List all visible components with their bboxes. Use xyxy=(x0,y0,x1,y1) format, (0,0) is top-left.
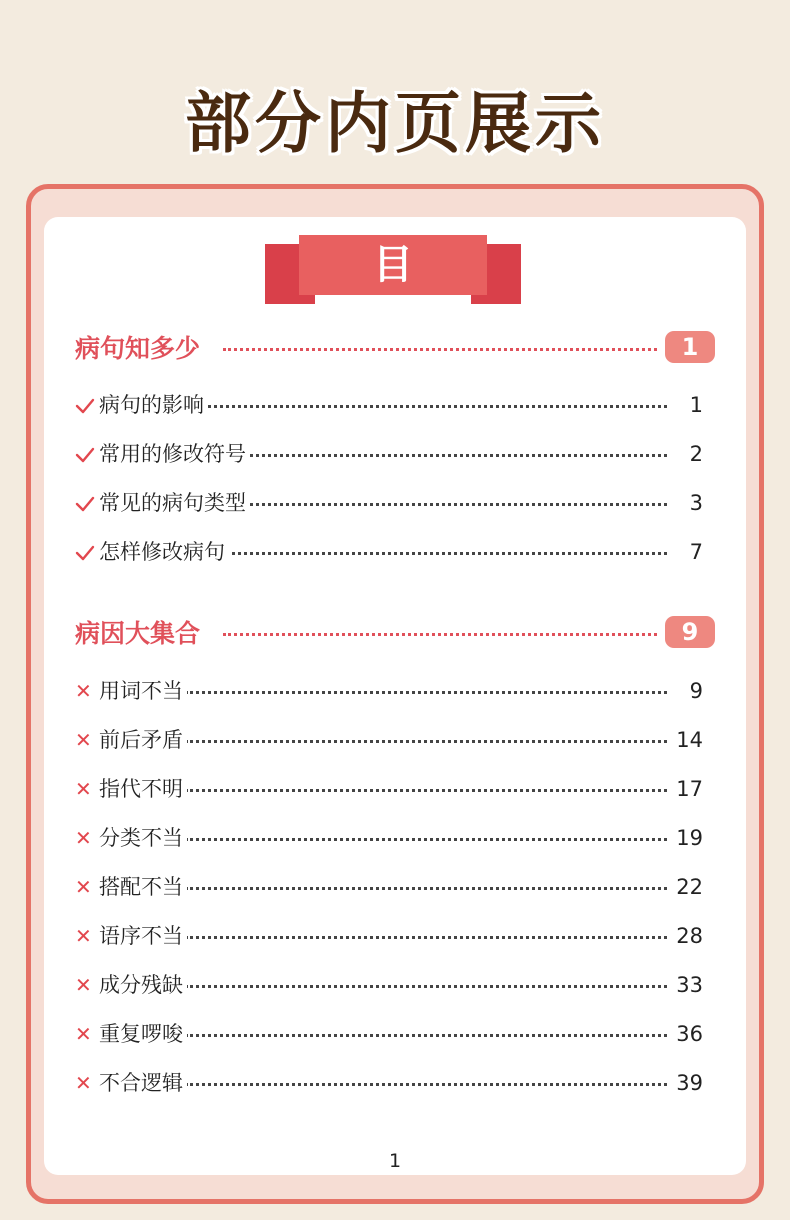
toc-entry[interactable] xyxy=(75,1068,715,1098)
dot-leader xyxy=(185,985,667,988)
toc-entry[interactable] xyxy=(75,970,715,1000)
cross-icon: ✕ xyxy=(75,1022,92,1046)
dot-leader xyxy=(223,633,657,636)
toc-entry[interactable] xyxy=(75,537,715,567)
dot-leader xyxy=(185,454,667,457)
entry-page: 17 xyxy=(676,777,703,801)
entry-title: 分类不当 xyxy=(99,823,187,853)
section-title: 病句知多少 xyxy=(75,334,201,363)
dot-leader xyxy=(223,348,657,351)
check-icon xyxy=(75,488,95,518)
cross-icon: ✕ xyxy=(75,924,92,948)
toc-entry[interactable] xyxy=(75,676,715,706)
entry-title: 不合逻辑 xyxy=(99,1068,187,1098)
section-header xyxy=(75,616,715,652)
page-number: 1 xyxy=(388,1150,402,1172)
entry-page: 1 xyxy=(689,393,703,417)
entry-page: 39 xyxy=(676,1071,703,1095)
entry-title: 语序不当 xyxy=(99,921,187,951)
toc-entry[interactable] xyxy=(75,439,715,469)
entry-title: 用词不当 xyxy=(99,676,187,706)
toc-entry[interactable] xyxy=(75,725,715,755)
entry-page: 19 xyxy=(676,826,703,850)
entry-title: 怎样修改病句 xyxy=(99,537,229,567)
entry-page: 33 xyxy=(676,973,703,997)
entry-title: 常见的病句类型 xyxy=(99,488,250,518)
entry-title: 常用的修改符号 xyxy=(99,439,250,469)
cross-icon: ✕ xyxy=(75,679,92,703)
entry-page: 2 xyxy=(689,442,703,466)
toc-entry[interactable] xyxy=(75,1019,715,1049)
toc-entry[interactable] xyxy=(75,921,715,951)
entry-title: 成分残缺 xyxy=(99,970,187,1000)
section-page-badge: 9 xyxy=(665,616,715,648)
toc-entry[interactable] xyxy=(75,774,715,804)
section-page-badge: 1 xyxy=(665,331,715,363)
toc-entry[interactable] xyxy=(75,823,715,853)
entry-page: 28 xyxy=(676,924,703,948)
dot-leader xyxy=(185,1034,667,1037)
dot-leader xyxy=(185,887,667,890)
check-icon xyxy=(75,390,95,420)
entry-page: 14 xyxy=(676,728,703,752)
entry-page: 9 xyxy=(689,679,703,703)
entry-page: 3 xyxy=(689,491,703,515)
toc-entry[interactable] xyxy=(75,872,715,902)
dot-leader xyxy=(185,740,667,743)
dot-leader xyxy=(185,503,667,506)
toc-entry[interactable] xyxy=(75,390,715,420)
cross-icon: ✕ xyxy=(75,1071,92,1095)
toc-entry[interactable] xyxy=(75,488,715,518)
toc-banner xyxy=(265,235,521,348)
dot-leader xyxy=(185,936,667,939)
dot-leader xyxy=(185,405,667,408)
entry-page: 36 xyxy=(676,1022,703,1046)
check-icon xyxy=(75,439,95,469)
toc-title: 目录 xyxy=(299,235,487,295)
section-header xyxy=(75,331,715,367)
page-heading: 部分内页展示 xyxy=(185,85,605,162)
cross-icon: ✕ xyxy=(75,973,92,997)
entry-title: 病句的影响 xyxy=(99,390,208,420)
entry-page: 7 xyxy=(689,540,703,564)
dot-leader xyxy=(185,691,667,694)
dot-leader xyxy=(185,552,667,555)
section-title: 病因大集合 xyxy=(75,619,201,648)
entry-title: 重复啰唆 xyxy=(99,1019,187,1049)
check-icon xyxy=(75,537,95,567)
cross-icon: ✕ xyxy=(75,728,92,752)
cross-icon: ✕ xyxy=(75,875,92,899)
dot-leader xyxy=(185,838,667,841)
entry-title: 前后矛盾 xyxy=(99,725,187,755)
cross-icon: ✕ xyxy=(75,777,92,801)
entry-page: 22 xyxy=(676,875,703,899)
entry-title: 搭配不当 xyxy=(99,872,187,902)
entry-title: 指代不明 xyxy=(99,774,187,804)
dot-leader xyxy=(185,1083,667,1086)
cross-icon: ✕ xyxy=(75,826,92,850)
dot-leader xyxy=(185,789,667,792)
